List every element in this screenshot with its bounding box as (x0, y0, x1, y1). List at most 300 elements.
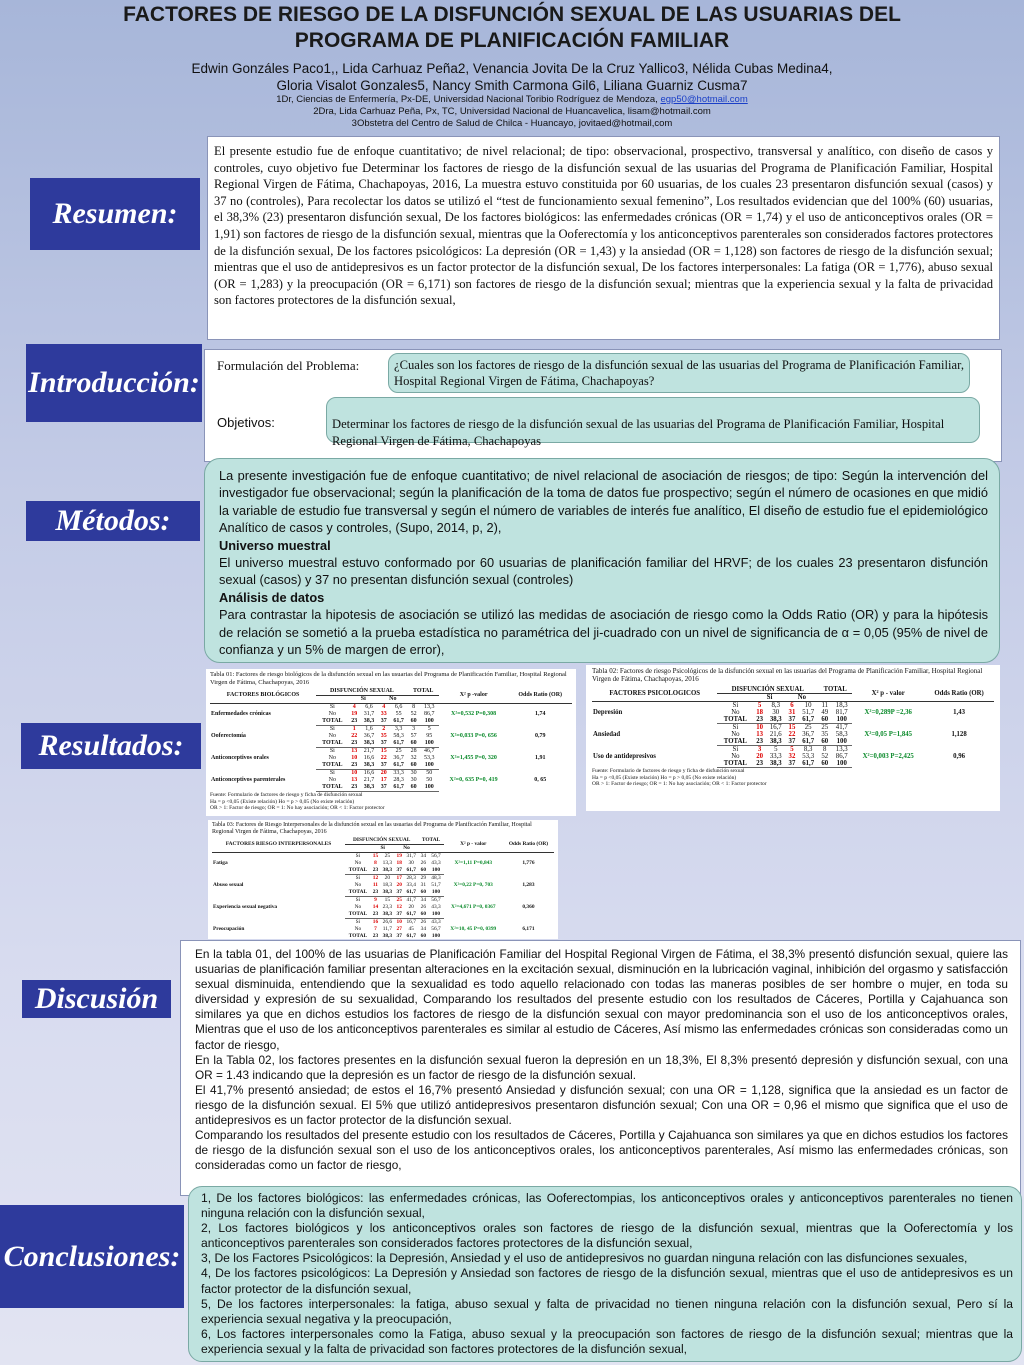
table-header: DISFUNCIÓN SEXUAL (316, 688, 407, 696)
table-cell: 26 (420, 860, 427, 866)
table-cell: 38,3 (360, 784, 378, 792)
table-cell: 8,3 (803, 746, 813, 753)
table-row (592, 746, 994, 754)
table-cell: 16 (372, 919, 379, 925)
table-cell: 10 (351, 770, 358, 776)
table-header: Si (349, 696, 379, 704)
section-label-metodos: Métodos: (26, 501, 200, 541)
table-cell: 53,3 (802, 753, 815, 760)
table-cell: No (731, 753, 740, 760)
table-cell: 16,6 (363, 755, 375, 761)
table-cell: 19 (396, 853, 402, 859)
table-cell: 6,6 (365, 704, 373, 710)
table-cell: 30 (772, 709, 780, 716)
metodos-text-1: La presente investigación fue de enfoque cuantitativo; de nivel relacional de asociación de riesgos; de tipo: Según la intervención del investigador fue observacional; según la planificación de la toma de datos fue prospectivo; según el número de ocasiones en que midió la variable de estudio fue transversal y según el número de variables de interés fue analítico, El diseño de estudio fue el epidemiológico Analítico de casos y controles, (Supo, 2014, p, 2), (219, 468, 988, 536)
table-cell: 100 (428, 889, 443, 897)
table-cell: 38,3 (766, 738, 786, 746)
table-cell: 19 (351, 711, 358, 717)
table-cell: 34 (420, 897, 427, 903)
tabla-03 (208, 820, 558, 939)
table-cell: 43,3 (431, 860, 441, 866)
table-cell: 37 (396, 889, 402, 895)
table-cell: 33,3 (393, 770, 404, 776)
table-cell: No (328, 777, 336, 783)
table-cell: TOTAL (345, 889, 371, 897)
conclusion-item: 3, De los Factores Psicológicos: la Depresión, Ansiedad y el uso de antidepresivos no guardan ninguna relación con las disfunciones sexuales, (201, 1251, 968, 1266)
table-cell: 60 (818, 716, 831, 724)
tabla-01 (206, 669, 576, 816)
table-cell: Si (732, 724, 739, 731)
table-cell: 6 (790, 702, 794, 709)
odds-ratio-cell: 0,96 (953, 753, 966, 760)
discusion-text-1: En la tabla 01, del 100% de las usuarias de Planificación Familiar del Hospital Regional Virgen de Fátima, el 38,3% presentó disfunción sexual, quiere las usuarias de planificación familiar presentan alteraciones en la excitación sexual, disminución en la lubricación vaginal, inhibición del orgasmo y satisfacción sexual disminuida, entendiendo que la sexualidad es todo aquello relacionado con todas las maneras posibles de ser hombre o mujer, en toda su diversidad y expresión de su sexualidad, Comparando los resultados del presente estudio con los resultados de Cáceres, Portilla y Cajahuanca son similares ya que en dichos estudios los factores de riesgo de la disfunción sexual con mayor predominancia son el uso de los anticonceptivos orales, Mientras que el uso de los anticonceptivos parenterales es similar al estudio de Cáceres, Así mismo las enfermedades crónicas son consideradas como un factor de riesgo, (195, 947, 1008, 1052)
tabla-02 (586, 665, 1000, 811)
table-cell: 6,6 (394, 704, 403, 710)
tabla-02-note-2: Ha = p <0,05 (Existe relación) Ho = p > 0,05 (No existe relación) (592, 774, 737, 781)
table-cell: 17 (380, 777, 387, 783)
odds-ratio-cell: 1,776 (522, 860, 535, 867)
table-cell: 11 (821, 702, 828, 709)
tabla-03-table (212, 837, 554, 939)
table-cell: 38,3 (360, 762, 378, 770)
table-cell: 26,6 (382, 919, 393, 925)
table-cell: No (328, 755, 336, 761)
table-cell: 13,3 (382, 860, 393, 866)
table-cell: 11,7 (382, 926, 392, 932)
table-cell: Si (355, 875, 361, 881)
table-cell: Si (329, 704, 335, 710)
table-cell: 31,7 (406, 853, 416, 859)
metodos-heading-analisis: Análisis de datos (219, 589, 325, 605)
conclusion-item: 5, De los factores interpersonales: la fatiga, abuso sexual y falta de privacidad no tienen ninguna relación con la disfunción sexual, Pero sí la experiencia sexual negativa y la preocupación, (201, 1296, 1013, 1326)
poster-title: FACTORES DE RIESGO DE LA DISFUNCIÓN SEXUAL DE LAS USUARIAS DEL PROGRAMA DE PLANIFICACIÓN FAMILIAR (123, 3, 901, 52)
table-row (592, 702, 994, 710)
table-cell: 37 (378, 740, 390, 748)
objetivos-text: Determinar los factores de riesgo de la disfunción sexual de las usuarias del Programa de Planificación Familiar, Hospital Regional Virgen de Fátima, Chachapoyas (332, 416, 945, 448)
table-row (212, 897, 554, 905)
table-cell: 100 (420, 762, 439, 770)
table-cell: 22 (788, 731, 796, 738)
section-label-resumen: Resumen: (30, 178, 200, 250)
table-cell: 13 (756, 731, 763, 738)
table-cell: 18,3 (382, 882, 393, 888)
table-cell: 9 (374, 897, 377, 903)
odds-ratio-cell: 1,43 (953, 709, 966, 717)
table-header: X² p - valor (444, 837, 503, 853)
table-cell: 5 (790, 746, 794, 753)
factor-cell: Anticonceptivos orales (211, 755, 269, 761)
table-cell: 21,7 (363, 777, 375, 783)
table-cell: 15 (788, 724, 796, 731)
table-cell: 37 (378, 718, 390, 726)
table-cell: 61,7 (390, 762, 408, 770)
table-cell: 100 (428, 867, 443, 875)
table-cell: 23 (349, 718, 361, 726)
table-cell: 27 (396, 926, 402, 932)
table-cell: TOTAL (316, 784, 348, 792)
table-cell: 48,3 (431, 875, 441, 881)
table-cell: 36,7 (802, 731, 815, 738)
table-cell: 18,3 (835, 702, 848, 709)
chi-square-cell: X²=0,289P =2,36 (864, 709, 912, 717)
odds-ratio-cell: 0,360 (522, 904, 535, 910)
odds-ratio-cell: 0, 65 (534, 777, 547, 783)
table-cell: 60 (418, 867, 428, 875)
table-header: Odds Ratio (OR) (508, 688, 572, 704)
poster-header (0, 0, 1024, 130)
table-cell: 3 (412, 726, 416, 732)
table-cell: 37 (786, 738, 799, 746)
table-cell: Si (329, 748, 335, 754)
factor-cell: Anticonceptivos parenterales (211, 777, 286, 783)
table-cell: No (328, 711, 336, 717)
tabla-02-table (592, 686, 994, 768)
table-cell: 38,3 (360, 740, 378, 748)
table-cell: 60 (408, 784, 420, 792)
table-cell: 13,3 (835, 746, 848, 753)
table-cell: 61,7 (404, 911, 419, 919)
table-cell: 18 (756, 709, 763, 716)
section-label-conclusiones: Conclusiones: (0, 1205, 184, 1308)
table-row (592, 724, 994, 732)
table-cell: TOTAL (717, 716, 753, 724)
table-cell: 12 (372, 875, 379, 881)
table-cell: 5 (774, 746, 778, 753)
objetivos-label: Objetivos: (217, 415, 275, 430)
odds-ratio-cell: 1,74 (534, 711, 546, 718)
table-cell: 14 (372, 904, 379, 910)
table-cell: 52 (410, 711, 417, 717)
table-cell: No (731, 709, 740, 716)
table-header: X² p -valor (439, 688, 509, 704)
table-cell: 1,6 (365, 726, 373, 732)
table-cell: 100 (420, 718, 439, 726)
table-cell: TOTAL (345, 911, 371, 919)
table-cell: 5 (427, 726, 431, 732)
table-cell: TOTAL (717, 760, 753, 768)
table-cell: No (354, 860, 362, 866)
table-cell: 4 (352, 704, 356, 710)
factor-cell: Uso de antidepresivos (593, 753, 656, 760)
table-header: No (395, 845, 419, 853)
table-cell: 15 (372, 853, 379, 859)
table-cell: 31 (420, 882, 427, 888)
table-header: TOTAL (818, 686, 852, 694)
table-cell: 37 (378, 762, 390, 770)
metodos-box (204, 458, 1000, 663)
table-cell: 38,3 (380, 867, 394, 875)
table-header: TOTAL (418, 837, 443, 845)
table-cell: Si (329, 770, 335, 776)
table-cell: 49 (821, 709, 829, 716)
table-cell: 32 (410, 755, 417, 761)
table-cell: No (354, 882, 362, 888)
table-cell: 36,7 (363, 733, 375, 739)
table-cell: 86,7 (424, 711, 435, 717)
table-header: TOTAL (408, 688, 439, 696)
table-cell: 37 (378, 784, 390, 792)
table-cell: 100 (831, 738, 852, 746)
table-cell: 21,6 (769, 731, 782, 738)
table-cell: 86,7 (835, 753, 848, 760)
table-cell: 8 (823, 746, 827, 753)
table-cell: 11 (372, 882, 378, 888)
table-cell: 20 (408, 904, 414, 910)
table-cell: 56,7 (431, 853, 441, 859)
table-header: Odds Ratio (OR) (924, 686, 994, 702)
factor-cell: Abuso sexual (213, 882, 244, 888)
table-cell: 60 (408, 740, 420, 748)
table-cell: 61,7 (798, 760, 818, 768)
table-cell: 2 (382, 726, 386, 732)
table-cell: 37 (786, 716, 799, 724)
chi-square-cell: X²=10, 45 P=0, 0399 (450, 926, 497, 932)
table-cell: TOTAL (345, 933, 371, 939)
table-cell: 23 (372, 889, 379, 895)
table-cell: 31,7 (363, 711, 375, 717)
section-label-introduccion: Introducción: (26, 344, 202, 422)
table-cell: 3,3 (394, 726, 403, 732)
table-cell: 23 (753, 760, 766, 768)
table-cell: No (731, 731, 740, 738)
tabla-01-body (210, 704, 572, 792)
chi-square-cell: X²=0,05 P=1,845 (864, 731, 913, 738)
factor-cell: Fatiga (213, 860, 228, 867)
table-cell: 13,3 (424, 704, 435, 710)
table-row (210, 770, 572, 778)
table-cell: 61,7 (404, 867, 419, 875)
odds-ratio-cell: 1,128 (951, 731, 967, 738)
table-row (212, 853, 554, 861)
table-cell: 12 (396, 904, 402, 910)
table-cell: 20 (756, 753, 763, 760)
section-label-resultados: Resultados: (21, 723, 201, 769)
table-cell: 43,3 (431, 904, 441, 910)
table-cell: 16,6 (363, 770, 375, 776)
table-cell: 38,3 (766, 716, 786, 724)
table-cell: 61,7 (390, 740, 408, 748)
affiliations: 1Dr, Ciencias de Enfermería, Px-DE, Universidad Nacional Toribio Rodríguez de Mendoza, egp50@hotmail.com 2Dra, Lida Carhuaz Peña, Px, TC, Universidad Nacional de Huancavelica, lisam@hotmail.com 3Obstetra del Centro de Salud de Chilca - Huancayo, jovitaed@hotmail,com (276, 94, 748, 129)
table-cell: 1 (352, 726, 356, 732)
tabla-01-note-3: OR > 1: Factor de riesgo; OR = 1: No hay asociación; OR < 1: Factor protector (210, 805, 385, 811)
table-cell: 8 (374, 860, 377, 866)
table-cell: 7 (374, 926, 377, 932)
table-cell: 50 (426, 770, 433, 776)
table-cell: 23 (349, 740, 361, 748)
table-cell: 51,7 (431, 882, 441, 888)
table-cell: 37 (396, 867, 402, 873)
table-cell: 100 (420, 784, 439, 792)
table-cell: 60 (818, 760, 831, 768)
table-cell: 23,3 (382, 904, 393, 910)
table-cell: 100 (428, 911, 443, 919)
table-cell: 35 (821, 731, 829, 738)
table-cell: 58,3 (835, 731, 848, 738)
table-cell: 25 (821, 724, 829, 731)
table-cell: 100 (428, 933, 443, 939)
tabla-02-caption: Tabla 02: Factores de riesgo Psicológicos de la disfunción sexual en las usuarias del Programa de Planificación Familiar, Hospital Regional Virgen de Fátima, Chachapoyas, 2016 (592, 667, 983, 683)
chi-square-cell: X²=0,033 P=0, 656 (450, 733, 497, 739)
table-cell: 33,3 (769, 753, 782, 760)
discusion-box (180, 940, 1021, 1196)
table-cell: 60 (408, 718, 420, 726)
table-cell: 38,3 (380, 911, 394, 919)
table-cell: TOTAL (717, 738, 753, 746)
table-cell: 20 (396, 882, 402, 888)
table-cell: 95 (426, 733, 433, 739)
table-cell: 8 (412, 704, 416, 710)
resumen-box (207, 136, 1000, 340)
chi-square-cell: X²=1,11 P=0,843 (454, 860, 493, 867)
table-cell: 46,7 (424, 748, 435, 754)
table-cell: 23 (372, 911, 379, 917)
table-header: FACTORES PSICOLOGICOS (592, 686, 717, 702)
table-cell: 26 (420, 919, 427, 925)
table-cell: 10 (756, 724, 763, 731)
table-cell: 56,7 (431, 926, 441, 932)
table-cell: 61,7 (390, 784, 408, 792)
table-cell: 30 (410, 777, 417, 783)
table-cell: 81,7 (835, 709, 848, 716)
table-cell: 60 (418, 911, 428, 919)
table-row (210, 726, 572, 734)
tabla-02-body (592, 702, 994, 768)
table-header: FACTORES RIESGO INTERPERSONALES (212, 837, 345, 853)
table-cell: 58,3 (393, 733, 404, 739)
table-cell: 60 (418, 933, 428, 939)
table-header: DISFUNCIÓN SEXUAL (717, 686, 818, 694)
table-cell: 51,7 (802, 709, 815, 716)
table-cell: 10 (396, 919, 402, 925)
objetivos-box (326, 397, 980, 448)
chi-square-cell: X²=0, 635 P=0, 419 (449, 777, 498, 783)
introduccion-box (204, 349, 1002, 462)
table-cell: 60 (408, 762, 420, 770)
table-cell: 23 (753, 716, 766, 724)
odds-ratio-cell: 0,79 (534, 733, 546, 739)
table-cell: Si (732, 702, 739, 709)
conclusion-item: 2, Los factores biológicos y los anticonceptivos orales son factores de riesgo de la disfunción sexual, mientras que la Ooferectomía y los anticonceptivos parenterales son considerados factores protectores de la disfunción sexual, (201, 1221, 1013, 1251)
tabla-03-caption: Tabla 03: Factores de Riesgo Interpersonales de la disfunción sexual en las usuarias del Programa de Planificación Familiar, Hospital Regional Virgen de Fátima, Chachapoyas, 2016 (212, 822, 532, 835)
table-cell: 61,7 (390, 718, 408, 726)
tabla-01-note-2: Ha = p <0,05 (Existe relación) Ho = p > 0,05 (No existe relación) (210, 798, 355, 805)
table-cell: 10 (804, 702, 812, 709)
table-cell: 41,7 (835, 724, 848, 731)
table-cell: 8,3 (771, 702, 781, 709)
table-cell: 13 (351, 748, 358, 754)
table-cell: 29 (420, 875, 427, 881)
odds-ratio-cell: 1,283 (522, 882, 535, 888)
table-cell: 38,3 (380, 889, 394, 897)
problema-box (388, 353, 970, 393)
conclusion-item: 1, De los factores biológicos: las enfermedades crónicas, las Ooferectompias, los anticonceptivos orales y anticonceptivos parenterales no tienen ninguna relación con la disfunción sexual, (201, 1191, 1013, 1221)
table-cell: 20 (384, 875, 391, 881)
table-cell: 23 (753, 738, 766, 746)
chi-square-cell: X²=0,22 P=0, 703 (453, 882, 493, 888)
factor-cell: Ooferectomía (211, 733, 246, 739)
chi-square-cell: X²=4,671 P=0, 0367 (450, 904, 496, 910)
table-cell: 4 (382, 704, 386, 710)
chi-square-cell: X²=0,532 P=0,308 (451, 711, 497, 718)
table-cell: No (354, 904, 362, 910)
table-cell: 43,3 (431, 919, 441, 925)
table-cell: 5 (757, 702, 762, 709)
table-cell: 16,7 (406, 919, 416, 925)
table-cell: 100 (420, 740, 439, 748)
tabla-01-table (210, 688, 572, 792)
table-cell: TOTAL (345, 867, 371, 875)
table-cell: 23 (349, 762, 361, 770)
table-cell: 25 (395, 748, 402, 754)
table-cell: 37 (786, 760, 799, 768)
factor-cell: Enfermedades crónicas (211, 711, 271, 718)
table-cell: 61,7 (404, 933, 419, 939)
tabla-03-body (212, 853, 554, 940)
table-cell: 53,3 (424, 755, 435, 761)
table-row (210, 704, 572, 712)
table-cell: Si (355, 853, 361, 859)
table-cell: 13 (351, 777, 358, 783)
table-cell: 25 (384, 853, 391, 859)
table-cell: 37 (396, 911, 402, 917)
table-cell: 18 (396, 860, 402, 866)
table-cell: 50 (426, 777, 433, 783)
table-header: Si (371, 845, 395, 853)
table-cell: 26 (420, 904, 427, 910)
table-cell: 22 (351, 733, 358, 739)
table-cell: 25 (396, 897, 402, 903)
table-cell: 15 (380, 748, 387, 754)
table-cell: TOTAL (316, 718, 348, 726)
table-cell: 10 (351, 755, 358, 761)
tabla-01-note-1: Fuente: Formulario de factores de riesgo y ficha de disfunción sexual (210, 792, 363, 798)
table-cell: Si (329, 726, 335, 732)
affil1-email-link[interactable]: egp50@hotmail.com (660, 94, 748, 105)
table-cell: 16,7 (769, 724, 782, 731)
problema-label: Formulación del Problema: (217, 358, 360, 373)
table-cell: TOTAL (316, 740, 348, 748)
table-cell: 23 (372, 933, 379, 939)
table-cell: 25 (804, 724, 812, 731)
discusion-text-2: En la Tabla 02, los factores presentes en la disfunción sexual fueron la depresión en un 18,3%, El 8,3% presentó depresión y disfunción sexual, con una OR = 1.43 indicando que la depresión es un factor de riesgo de la disfunción sexual. (195, 1052, 1008, 1082)
table-cell: 38,3 (766, 760, 786, 768)
discusion-text-4: Comparando los resultados del presente estudio con los resultados de Cáceres, Portilla y Cajahuanca son similares ya que en dichos estudios los factores de riesgo de la disfunción sexual son el uso de los anticonceptivos orales, los anticonceptivos parenterales, Así mismo las enfermedades crónicas, son consideradas como un factor de riesgo, (195, 1128, 1008, 1173)
table-cell: 22 (380, 755, 387, 761)
conclusiones-box (188, 1186, 1022, 1362)
table-cell: 34 (420, 853, 427, 859)
table-row (210, 748, 572, 756)
table-cell: 36,7 (393, 755, 404, 761)
factor-cell: Preocupación (213, 926, 245, 932)
metodos-heading-universo: Universo muestral (219, 537, 331, 553)
table-cell: Si (355, 919, 361, 925)
conclusiones-list (201, 1191, 1013, 1357)
conclusion-item: 4, De los factores psicológicos: La Depresión y Ansiedad son factores de riesgo de la disfunción sexual, mientras que el uso de antidepresivos es un factor protector de la disfunción sexual, (201, 1266, 1013, 1296)
table-cell: 60 (818, 738, 831, 746)
table-cell: 28,3 (393, 777, 404, 783)
table-cell: 61,7 (404, 889, 419, 897)
table-cell: 28 (410, 748, 417, 754)
table-cell: 21,7 (363, 748, 375, 754)
factor-cell: Ansiedad (593, 731, 621, 738)
resumen-text: El presente estudio fue de enfoque cuantitativo; de nivel relacional; de tipo: observacional, prospectivo, transversal y analítico, con diseño de casos y controles, cuyo objetivo fue Determinar los factores de riesgo de la disfunción sexual de las usuarias del Programa de Planificación Familiar, Hospital Regional Virgen de Fátima, Chachapoyas, 2016, La muestra estuvo constituida por 60 usuarias, de los cuales 23 presentaron disfunción sexual (casos) y 37 no (controles), Para recolectar los datos se utilizó el “test de funcionamiento sexual femenino”, Los resultados evidencian que del 100% (60) usuarias, el 38,3% (23) presentaron disfunción sexual, De los factores biológicos: las enfermedades crónicas (OR = 1,74) y el uso de anticonceptivos orales (OR = 1,91) son factores de riesgo de la disfunción sexual, mientras que la Ooferectomía y los anticonceptivos parenterales son considerados factores protectores de la disfunción sexual, De los factores psicológicos: La depresión (OR = 1,43) y la ansiedad (OR = 1,128) son factores de riesgo de la disfunción sexual; mientras que el uso de antidepresivos es un factor protector de la disfunción sexual, De los factores interpersonales: La fatiga (OR = 1,776), abuso sexual (OR = 1,283) y la preocupación (OR = 6,171) son factores de riesgo de la disfunción sexual; mientras que la experiencia sexual y la falta de privacidad son factores protectores de la disfunción sexual, (214, 144, 993, 308)
table-cell: 55 (395, 711, 402, 717)
discusion-text-3: El 41,7% presentó ansiedad; de estos el 16,7% presentó Ansiedad y disfunción sexual; con una OR = 1,128, significa que la ansiedad es un factor de riesgo de la disfunción sexual. El 5% que utilizó antidepresivos presentaron disfunción sexual; Con una OR = 0,96 el mismo que significa que el uso de antidepresivos es un factor protector de la disfunción sexual. (195, 1082, 1008, 1128)
table-cell: 30 (408, 860, 414, 866)
chi-square-cell: X²=1,455 P=0, 320 (450, 755, 497, 761)
author-list: Edwin Gonzáles Paco1,, Lida Carhuaz Peña2, Venancia Jovita De la Cruz Yallico3, Nélida Cubas Medina4, Gloria Visalot Gonzales5, Nancy Smith Carmona Gil6, Liliana Guarniz Cusma7 (191, 61, 833, 93)
table-cell: 17 (396, 875, 402, 881)
